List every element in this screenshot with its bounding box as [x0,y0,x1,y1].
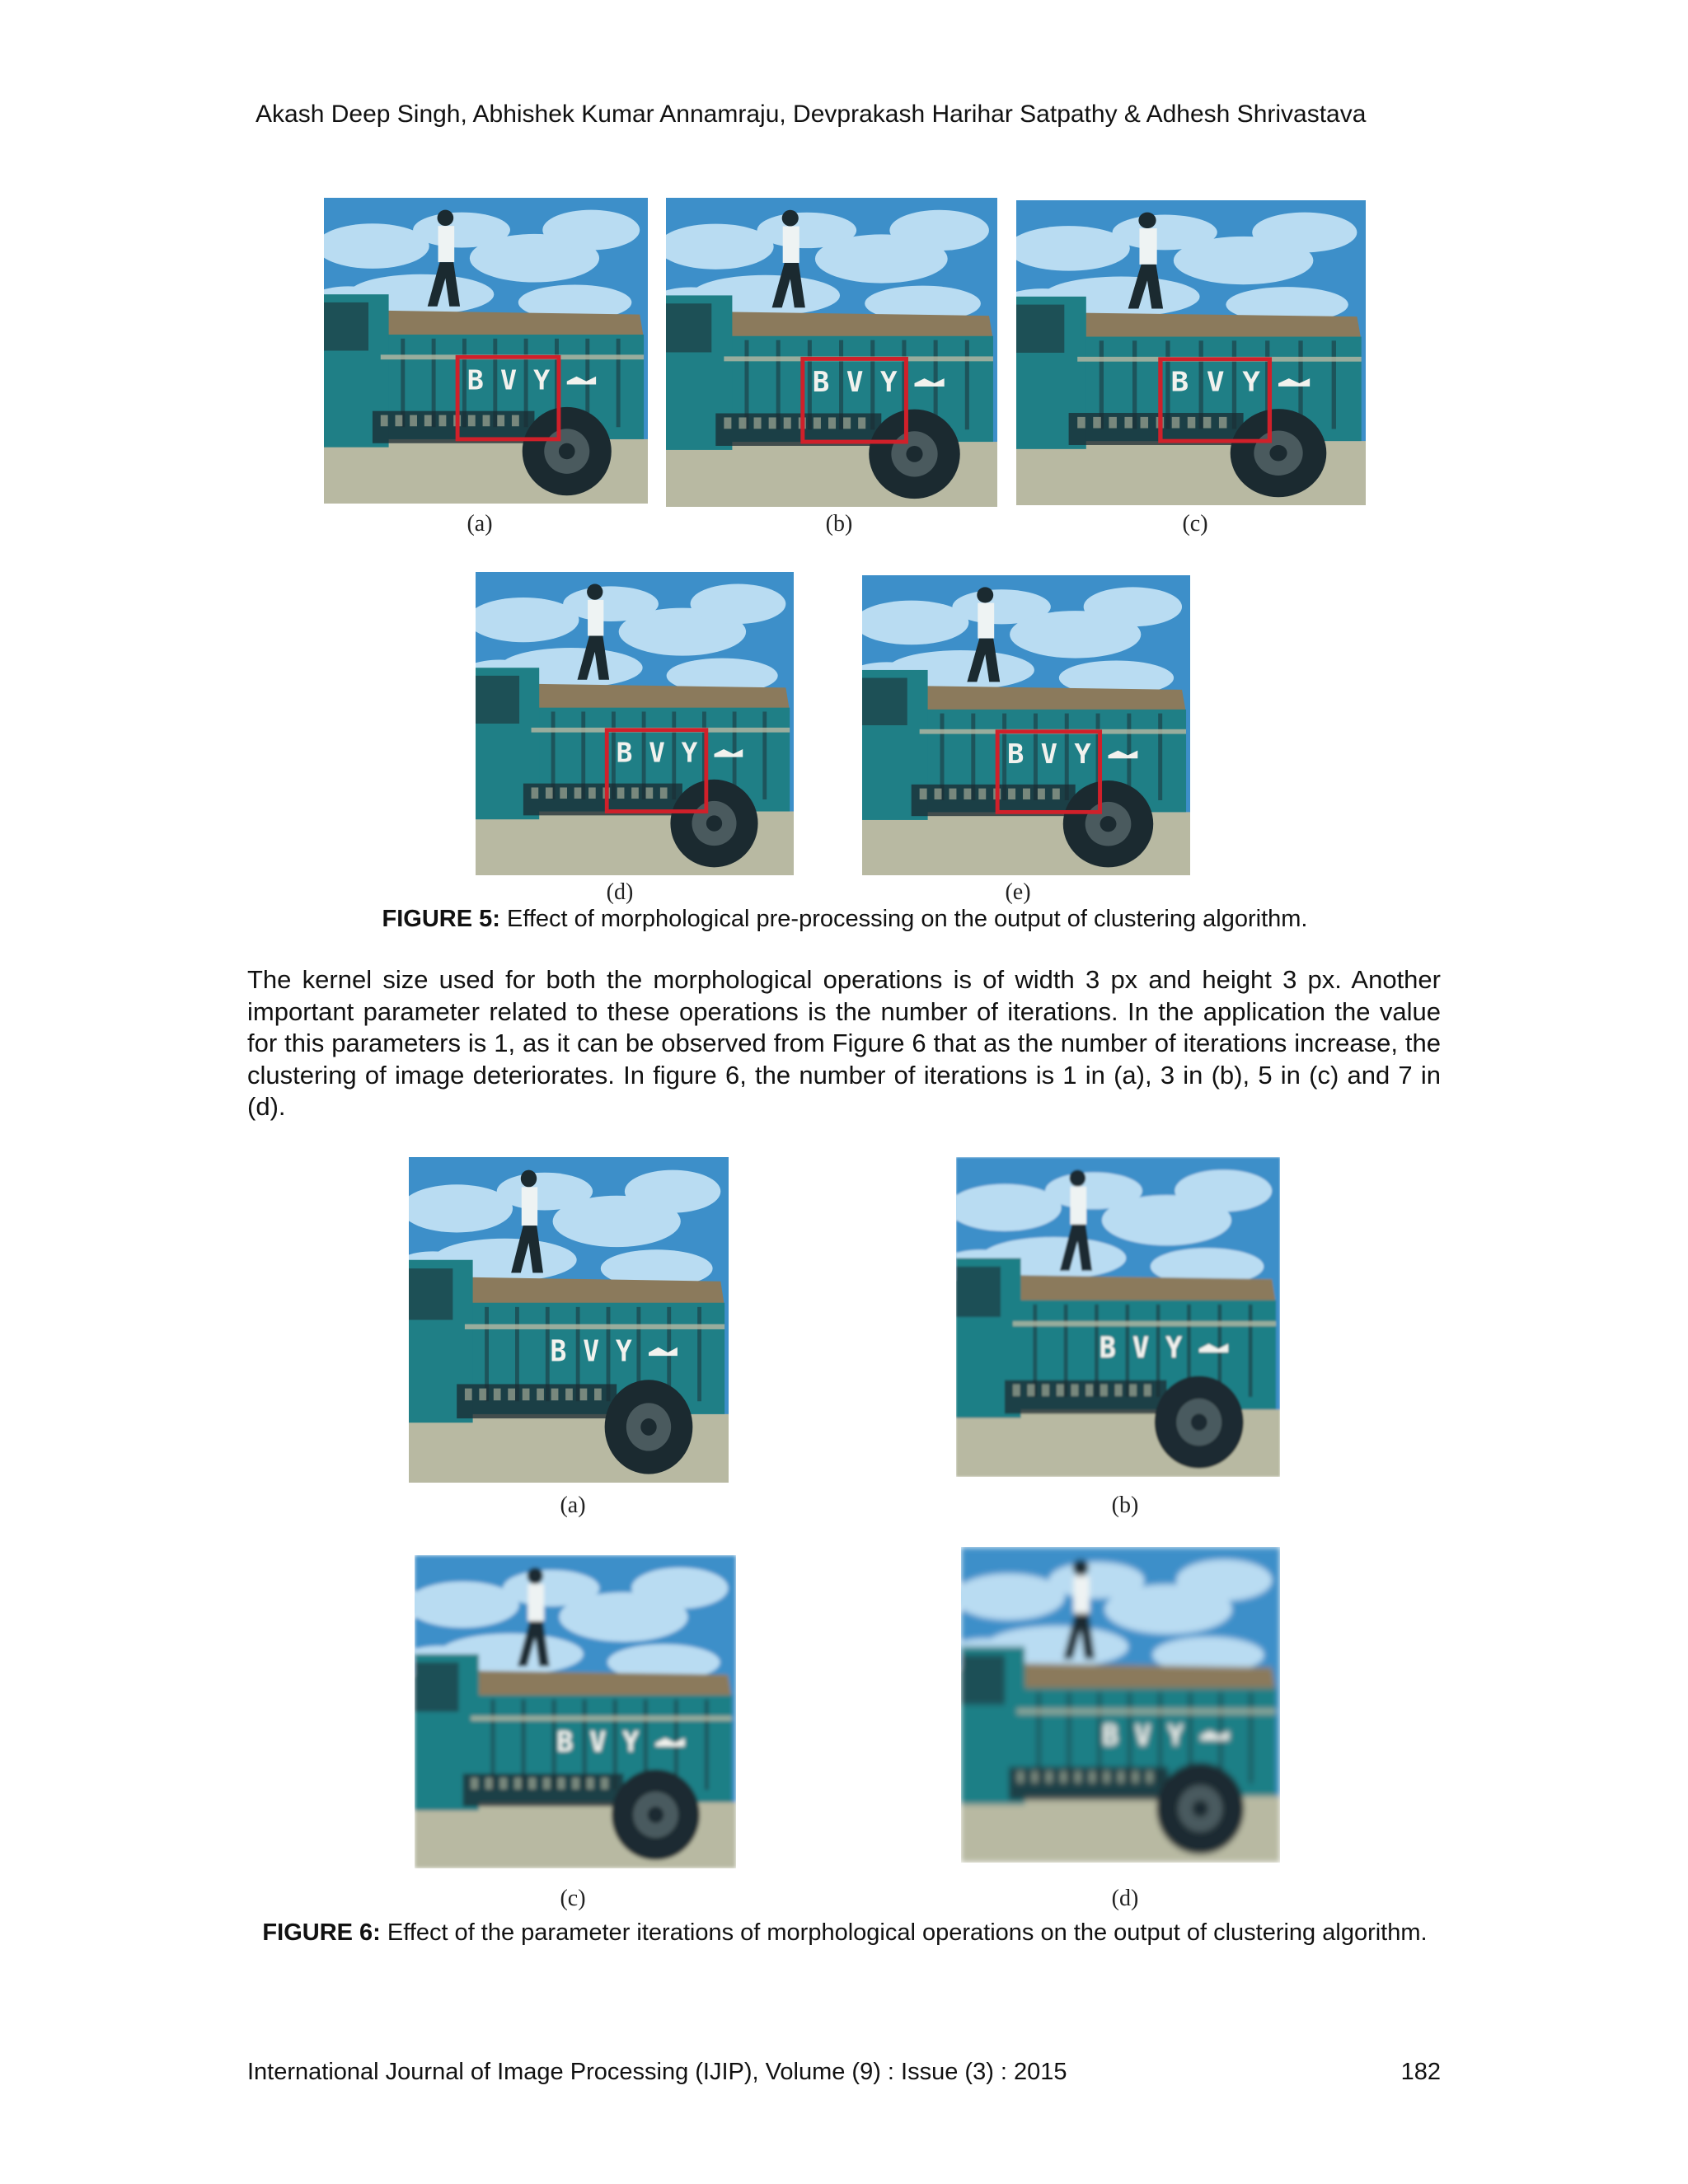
figure5-caption [247,904,1442,934]
figure5-image-d [476,572,794,875]
figure6-caption-label: FIGURE 6: [262,1919,381,1946]
svg-text:B V Y: B V Y [1102,1718,1184,1752]
figure5-image-b [666,198,997,507]
truck-scene-graphic [324,198,648,504]
figure5-label-e: (e) [1005,879,1031,905]
truck-scene-graphic [1016,200,1366,505]
figure5-label-a: (a) [467,511,493,537]
svg-text:B V Y: B V Y [812,366,898,398]
truck-scene-graphic [956,1157,1280,1477]
footer-journal: International Journal of Image Processing (IJIP), Volume (9) : Issue (3) : 2015 [247,2059,1067,2085]
figure5-image-c [1016,200,1366,505]
figure5-caption-text: Effect of morphological pre-processing on the output of clustering algorithm. [499,906,1308,932]
svg-text:B V Y: B V Y [550,1334,632,1369]
figure6-caption [247,1918,1442,1947]
figure6-caption-text: Effect of the parameter iterations of morphological operations on the output of clustering algorithm. [380,1919,1428,1946]
footer-page-number: 182 [1400,2059,1441,2085]
figure5-label-b: (b) [825,511,853,537]
svg-text:B V Y: B V Y [556,1725,640,1759]
figure6-label-a: (a) [560,1493,586,1518]
figure6-label-b: (b) [1111,1493,1139,1518]
figure5-image-e [862,575,1190,875]
running-header: Akash Deep Singh, Abhishek Kumar Annamraju, Devprakash Harihar Satpathy & Adhesh Shrivastava [256,101,1367,128]
svg-text:B V Y: B V Y [1006,738,1091,770]
figure5-label-d: (d) [606,879,634,905]
page-footer [247,2057,1441,2087]
svg-text:B V Y: B V Y [1170,367,1260,399]
svg-text:B V Y: B V Y [1099,1331,1183,1366]
svg-text:B V Y: B V Y [467,363,551,396]
figure5-caption-label: FIGURE 5: [382,906,500,932]
figure6-image-a [409,1157,729,1483]
figure6-image-c [415,1555,736,1868]
figure5-label-c: (c) [1182,511,1208,537]
figure6-image-d [961,1547,1280,1863]
truck-scene-graphic [409,1157,729,1483]
svg-text:B V Y: B V Y [616,736,698,769]
truck-scene-graphic [862,575,1190,875]
figure5-image-a [324,198,648,504]
truck-scene-graphic [961,1547,1280,1863]
body-paragraph: The kernel size used for both the morphological operations is of width 3 px and height 3 px. Another important parameter related to these operations is the number of iterations. In the application the value for this parameters is 1, as it can be observed from Figure 6 that as the number of iterations increase, the clustering of image deteriorates. In figure 6, the number of iterations is 1 in (a), 3 in (b), 5 in (c) and 7 in (d). [247,965,1441,1121]
figure6-image-b [956,1157,1280,1477]
truck-scene-graphic [476,572,794,875]
figure6-label-d: (d) [1111,1886,1139,1911]
truck-scene-graphic [415,1555,736,1868]
figure6-label-c: (c) [560,1886,586,1911]
truck-scene-graphic [666,198,997,507]
